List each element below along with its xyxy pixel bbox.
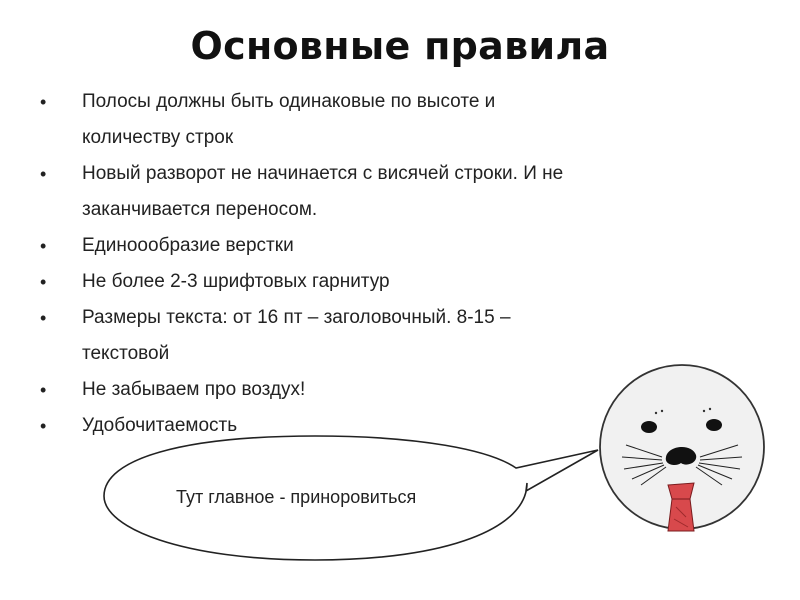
seal-tie [668,483,694,531]
seal-left-eye [641,421,657,433]
bullet-text: Не более 2-3 шрифтовых гарнитур [82,271,390,292]
bullet-text: Единоообразие верстки [82,235,294,256]
bullet-text: заканчивается переносом. [82,199,318,220]
bullet-text: Размеры текста: от 16 пт – заголовочный. 8-15 – [82,307,511,328]
bullet-text: Новый разворот не начинается с висячей строки. И не [82,163,564,184]
bullet-marker: • [40,92,47,112]
bullet-text: Полосы должны быть одинаковые по высоте и [82,91,496,112]
bullet-marker: • [40,308,47,328]
bullet-text: количеству строк [82,127,234,148]
seal-illustration [596,347,768,535]
bullet-text: Удобочитаемость [82,415,238,436]
bullet-marker: • [40,380,47,400]
seal-right-eye [706,419,722,431]
bullet-marker: • [40,236,47,256]
speech-bubble-text: Тут главное - приноровиться [176,487,417,507]
bullet-marker: • [40,416,47,436]
bullet-marker: • [40,272,47,292]
bullet-text: текстовой [82,343,170,364]
bullet-text: Не забываем про воздух! [82,379,306,400]
slide-title: Основные правила [190,24,610,68]
bullet-marker: • [40,164,47,184]
